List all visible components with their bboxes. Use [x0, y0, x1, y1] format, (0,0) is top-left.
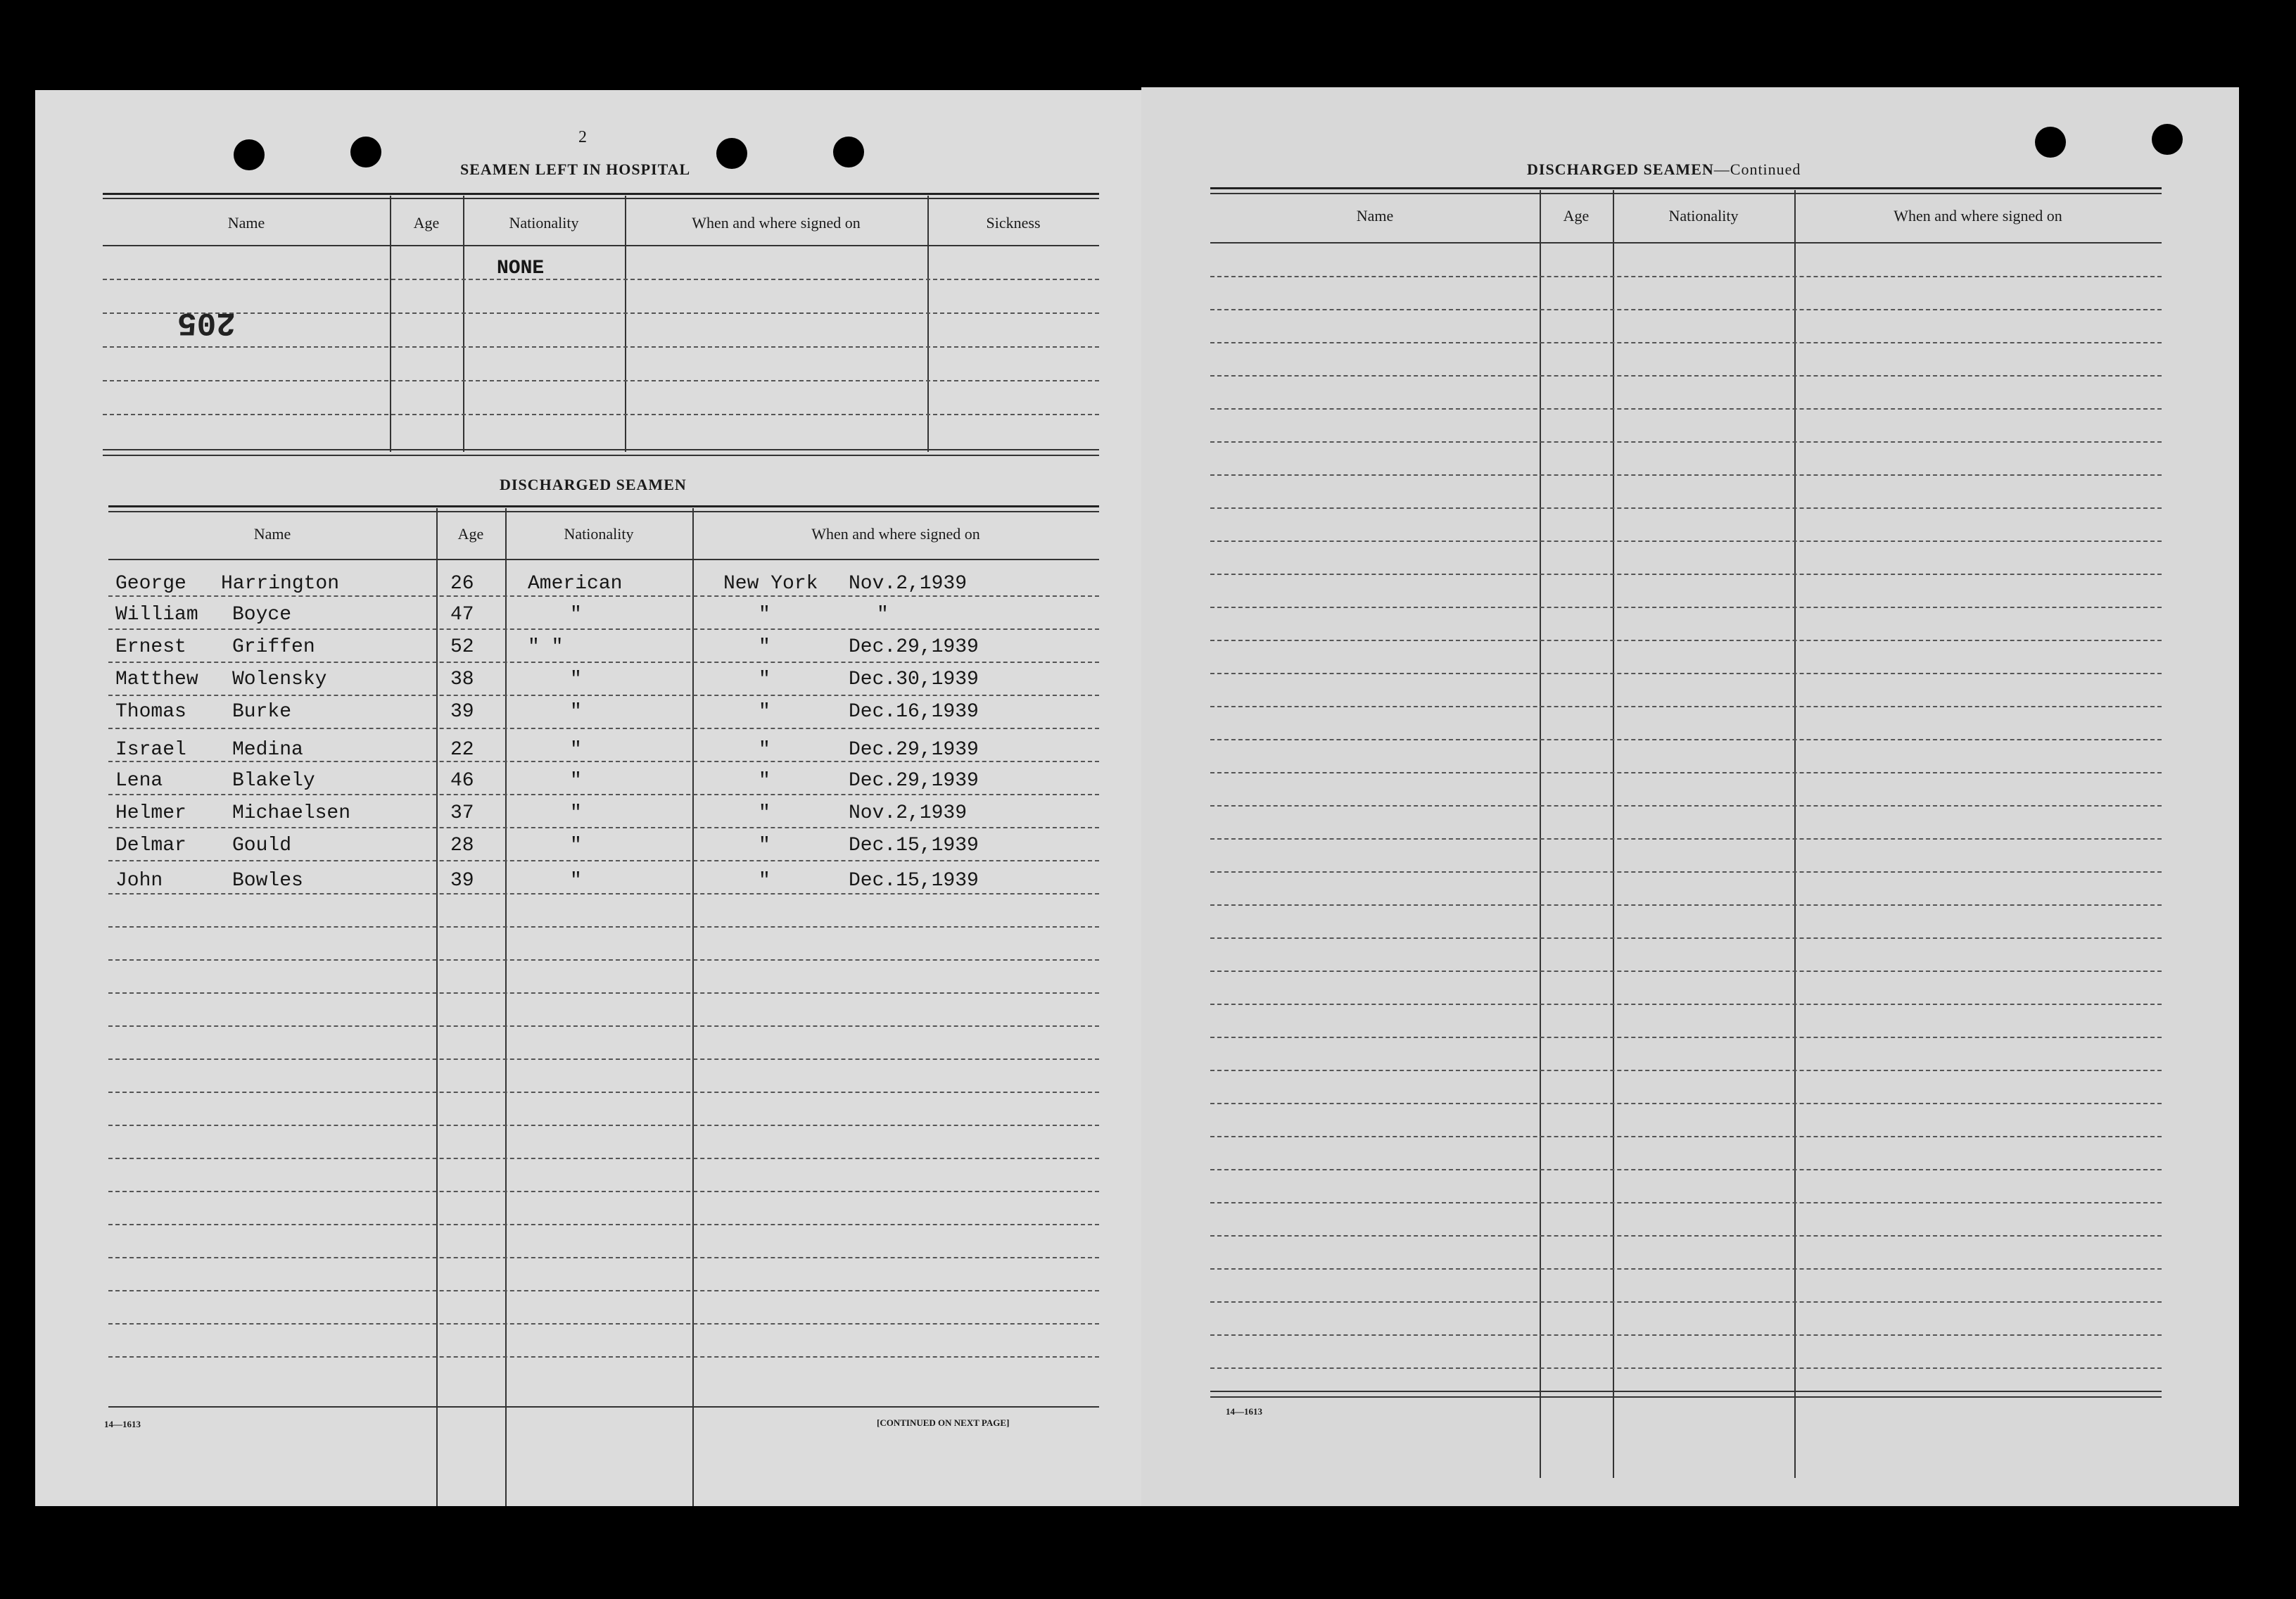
nationality: ": [570, 770, 582, 792]
right-form-number: 14—1613: [1226, 1406, 1262, 1417]
ruled-line: [1210, 904, 2162, 906]
ruled-line: [108, 761, 1099, 762]
ruled-line: [1210, 1037, 2162, 1038]
last-name: Wolensky: [232, 669, 327, 690]
age: 46: [450, 770, 474, 792]
signed-on-date: Dec.16,1939: [849, 701, 979, 723]
punch-hole: [2035, 127, 2066, 158]
signed-on-place: ": [759, 802, 770, 824]
ruled-line: [1210, 739, 2162, 740]
signed-on-place: ": [759, 669, 770, 690]
signed-on-date: Dec.15,1939: [849, 870, 979, 892]
signed-on-date: Dec.29,1939: [849, 636, 979, 658]
last-name: Burke: [232, 701, 292, 723]
signed-on-date: Dec.15,1939: [849, 835, 979, 857]
age: 47: [450, 604, 474, 626]
ruled-line: [108, 1356, 1099, 1358]
right-title-suffix: —Continued: [1713, 160, 1801, 178]
nationality: ": [570, 802, 582, 824]
form-number: 14—1613: [104, 1419, 141, 1429]
page-number: 2: [578, 128, 587, 146]
ruled-line: [108, 827, 1099, 828]
ruled-line: [1210, 1367, 2162, 1369]
ruled-line: [108, 860, 1099, 861]
hospital-none-entry: NONE: [497, 258, 545, 279]
ruled-line: [1210, 574, 2162, 575]
ruled-line: [1210, 673, 2162, 674]
signed-on-place: ": [759, 636, 770, 658]
last-name: Michaelsen: [232, 802, 351, 824]
ruled-line: [1210, 276, 2162, 277]
nationality: American: [528, 573, 623, 595]
age: 52: [450, 636, 474, 658]
discharged-col-age: Age: [457, 525, 484, 543]
punch-hole: [350, 137, 381, 168]
age: 28: [450, 835, 474, 857]
ruled-line: [1210, 1103, 2162, 1104]
signed-on-date: Dec.29,1939: [849, 739, 979, 761]
ruled-line: [1210, 772, 2162, 773]
signed-on-date: ": [877, 604, 889, 626]
right-section-title: [1527, 160, 1801, 179]
ruled-line: [1210, 474, 2162, 476]
ruled-line: [108, 1125, 1099, 1126]
col-nationality: Nationality: [509, 214, 579, 232]
ruled-line: [1210, 971, 2162, 972]
ruled-line: [108, 695, 1099, 696]
age: 26: [450, 573, 474, 595]
ruled-line: [1210, 1169, 2162, 1170]
signed-on-date: Nov.2,1939: [849, 573, 968, 595]
signed-on-place: New York: [723, 573, 818, 595]
handwritten-stamp: 205: [177, 304, 236, 341]
ruled-line: [1210, 706, 2162, 707]
age: 39: [450, 701, 474, 723]
nationality: " ": [528, 636, 564, 658]
first-name: Lena: [115, 770, 163, 792]
ruled-line: [1210, 507, 2162, 509]
ruled-line: [1210, 1136, 2162, 1137]
age: 37: [450, 802, 474, 824]
ruled-line: [1210, 375, 2162, 377]
ruled-line: [1210, 937, 2162, 939]
ruled-line: [108, 794, 1099, 795]
signed-on-date: Dec.29,1939: [849, 770, 979, 792]
discharged-col-signed-on: When and where signed on: [811, 525, 980, 543]
col-signed-on: When and where signed on: [692, 214, 861, 232]
age: 39: [450, 870, 474, 892]
punch-hole: [234, 139, 265, 170]
ruled-line: [108, 893, 1099, 895]
ruled-line: [1210, 342, 2162, 343]
first-name: Israel: [115, 739, 186, 761]
col-name: Name: [227, 214, 265, 232]
ruled-line: [1210, 1235, 2162, 1237]
discharged-col-name: Name: [253, 525, 291, 543]
first-name: John: [115, 870, 163, 892]
col-age: Age: [413, 214, 440, 232]
ruled-line: [1210, 441, 2162, 443]
last-name: Medina: [232, 739, 303, 761]
hospital-section-title: SEAMEN LEFT IN HOSPITAL: [460, 160, 691, 178]
ruled-line: [1210, 309, 2162, 310]
ruled-line: [108, 1092, 1099, 1093]
ruled-line: [1210, 1268, 2162, 1270]
ruled-line: [1210, 1301, 2162, 1303]
age: 22: [450, 739, 474, 761]
last-name: Bowles: [232, 870, 303, 892]
ruled-line: [1210, 541, 2162, 542]
signed-on-place: ": [759, 870, 770, 892]
first-name: Ernest: [115, 636, 186, 658]
signed-on-place: ": [759, 604, 770, 626]
ruled-line: [108, 1158, 1099, 1159]
signed-on-date: Nov.2,1939: [849, 802, 968, 824]
last-name: Blakely: [232, 770, 315, 792]
last-name: Harrington: [221, 573, 340, 595]
ruled-line: [108, 1025, 1099, 1027]
first-name: Delmar: [115, 835, 186, 857]
ruled-line: [108, 1323, 1099, 1325]
nationality: ": [570, 604, 582, 626]
nationality: ": [570, 739, 582, 761]
ruled-line: [108, 1191, 1099, 1192]
signed-on-place: ": [759, 739, 770, 761]
ruled-line: [1210, 1202, 2162, 1203]
nationality: ": [570, 669, 582, 690]
right-col-age: Age: [1563, 207, 1590, 225]
ruled-line: [1210, 838, 2162, 840]
right-col-nationality: Nationality: [1668, 207, 1739, 225]
ruled-line: [108, 662, 1099, 663]
discharged-section-title: DISCHARGED SEAMEN: [500, 476, 687, 493]
discharged-col-nationality: Nationality: [564, 525, 634, 543]
ruled-line: [108, 926, 1099, 928]
last-name: Gould: [232, 835, 292, 857]
left-page: [35, 90, 1141, 1506]
ruled-line: [1210, 1070, 2162, 1071]
nationality: ": [570, 870, 582, 892]
ruled-line: [108, 595, 1099, 597]
right-col-signed-on: When and where signed on: [1894, 207, 2062, 225]
last-name: Griffen: [232, 636, 315, 658]
ruled-line: [1210, 1004, 2162, 1005]
ruled-line: [108, 992, 1099, 994]
ruled-line: [1210, 408, 2162, 410]
ruled-line: [108, 628, 1099, 630]
col-sickness: Sickness: [986, 214, 1041, 232]
ruled-line: [108, 1224, 1099, 1225]
nationality: ": [570, 835, 582, 857]
signed-on-date: Dec.30,1939: [849, 669, 979, 690]
nationality: ": [570, 701, 582, 723]
ruled-line: [108, 728, 1099, 729]
ruled-line: [1210, 607, 2162, 608]
signed-on-place: ": [759, 701, 770, 723]
age: 38: [450, 669, 474, 690]
ruled-line: [108, 1058, 1099, 1060]
ruled-line: [108, 959, 1099, 961]
ruled-line: [1210, 640, 2162, 641]
punch-hole: [833, 137, 864, 168]
right-title-main: DISCHARGED SEAMEN: [1527, 160, 1714, 178]
first-name: Helmer: [115, 802, 186, 824]
signed-on-place: ": [759, 770, 770, 792]
ruled-line: [108, 1257, 1099, 1258]
first-name: Thomas: [115, 701, 186, 723]
ruled-line: [1210, 1334, 2162, 1336]
ruled-line: [108, 1290, 1099, 1291]
right-page: [1141, 87, 2239, 1506]
punch-hole: [2152, 124, 2183, 155]
first-name: George: [115, 573, 186, 595]
ruled-line: [1210, 871, 2162, 873]
continued-note: [CONTINUED ON NEXT PAGE]: [877, 1417, 1010, 1428]
ruled-line: [1210, 805, 2162, 807]
first-name: William: [115, 604, 198, 626]
right-col-name: Name: [1356, 207, 1394, 225]
signed-on-place: ": [759, 835, 770, 857]
last-name: Boyce: [232, 604, 292, 626]
first-name: Matthew: [115, 669, 198, 690]
punch-hole: [716, 138, 747, 169]
